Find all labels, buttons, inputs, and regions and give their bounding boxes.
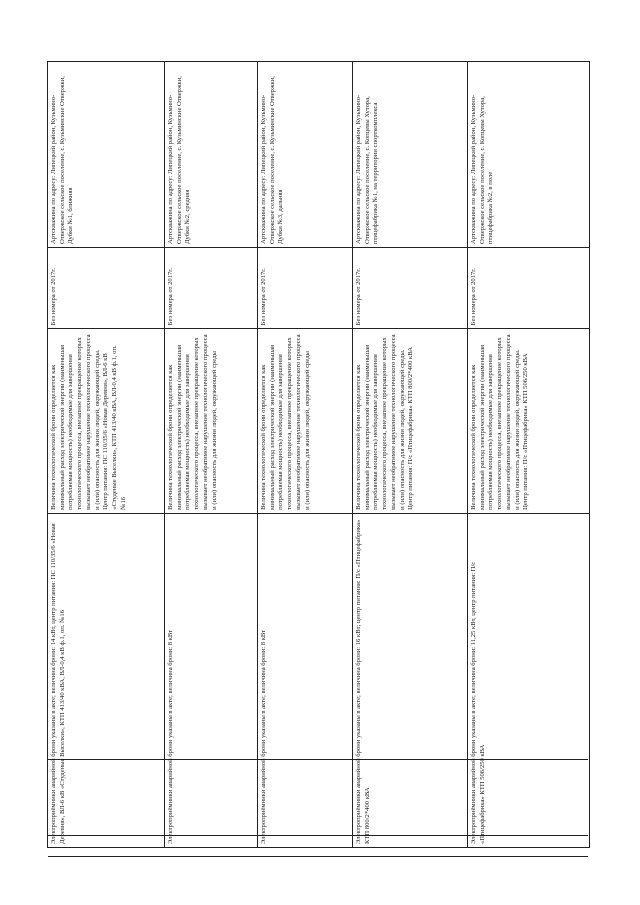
emergency-reserve-cell: Электроприёмники аварийной брони указаны в акте; величина брони: 14 кВт, центр питания: ПС 110/35/6 «Новая Деревня», ВЛ-6 кВ «Студеные Выселки», КТП 413/40 кВА, ВЛ-0,4 кВ ф.1, оп. №16 [48,513,165,847]
reservation-table [47,61,590,848]
emergency-reserve-cell: Электроприёмники аварийной брони указаны в акте; величина брони: 8 кВт [258,513,353,847]
act-number-cell: Без номера от 2017г. [48,247,165,328]
tech-reserve-cell: Величина технологической брони определяется как минимальный расход электрической энергии (наименьшая потребляемая мощность) необходимые для завершения технологического процесса, внезапное прекращение которых вызывает необратимое нарушение технологического процесса и (или) опасность для жизни людей, окружающей среды. Центр питания: П/с «Птицефабрика» КТП 800/2*400 кВА [353,329,468,514]
object-address-cell: Артскважина по адресу: Липецкий район, Кузьмино-Отвержское сельское поселение, с. Копцевы Хутора, птицефабрика №1, на территории спорткомплекса [353,62,468,248]
object-address-cell: Артскважина по адресу: Липецкий район, Кузьмино-Отвержское сельское поселение, с. Кузьминские Отвержки, Дубки №3, дальняя [258,62,353,248]
table-row [165,62,258,848]
table-row [48,62,165,848]
object-address-cell: Артскважина по адресу: Липецкий район, Кузьмино-Отвержское сельское поселение, с. Кузьминские Отвержки, Дубки №2, средняя [165,62,258,248]
emergency-reserve-cell: Электроприёмники аварийной брони указаны в акте; величина брони: 16 кВт; центр питания: П/с «Птицефабрика» КТП 800/2*400 кВА [353,513,468,847]
act-number-cell: Без номера от 2017г. [353,247,468,328]
tech-reserve-cell: Величина технологической брони определяется как минимальный расход электрической энергии (наименьшая потребляемая мощность) необходимые для завершения технологического процесса, внезапное прекращение которых вызывает необратимое нарушение технологического процесса и (или) опасность для жизни людей, окружающей среды [258,329,353,514]
object-address-cell: Артскважина по адресу: Липецкий район, Кузьмино-Отвержское сельское поселение, с. Кузьминские Отвержки, Дубки №1, ближняя [48,62,165,248]
object-address-cell: Артскважина по адресу: Липецкий район, Кузьмино-Отвержское сельское поселение, с. Копцевы Хутора, птицефабрика №2, в поле [468,62,590,248]
tech-reserve-cell: Величина технологической брони определяется как минимальный расход электрической энергии (наименьшая потребляемая мощность) необходимые для завершения технологического процесса, внезапное прекращение которых вызывает необратимое нарушение технологического процесса и (или) опасность для жизни людей, окружающей среды. Центр питания: ПС 110/35/6 «Новая Деревня», ВЛ-6 кВ «Студеные Выселки», КТП 413/40 кВА, ВЛ-0,4 кВ ф.1, оп. №16 [48,329,165,514]
emergency-reserve-cell: Электроприёмники аварийной брони указаны в акте; величина брони: 8 кВт [165,513,258,847]
rotated-table-wrapper [47,61,589,848]
emergency-reserve-cell: Электроприёмники аварийной брони указаны в акте; величина брони: 11,25 кВт, центр питания: П/с «Птицефабрика» КТП 506/250 кВА [468,513,590,847]
tech-reserve-cell: Величина технологической брони определяется как минимальный расход электрической энергии (наименьшая потребляемая мощность) необходимые для завершения технологического процесса, внезапное прекращение которых вызывает необратимое нарушение технологического процесса и (или) опасность для жизни людей, окружающей среды. Центр питания: П/с «Птицефабрика» КТП 506/250 кВА [468,329,590,514]
page-rule-bottom [48,856,588,857]
act-number-cell: Без номера от 2017г. [258,247,353,328]
act-number-cell: Без номера от 2017г. [468,247,590,328]
table-row [468,62,590,848]
table-row [353,62,468,848]
table-row [258,62,353,848]
act-number-cell: Без номера от 2017г. [165,247,258,328]
tech-reserve-cell: Величина технологической брони определяется как минимальный расход электрической энергии (наименьшая потребляемая мощность) необходимые для завершения технологического процесса, внезапное прекращение которых вызывает необратимое нарушение технологического процесса и (или) опасность для жизни людей, окружающей среды [165,329,258,514]
